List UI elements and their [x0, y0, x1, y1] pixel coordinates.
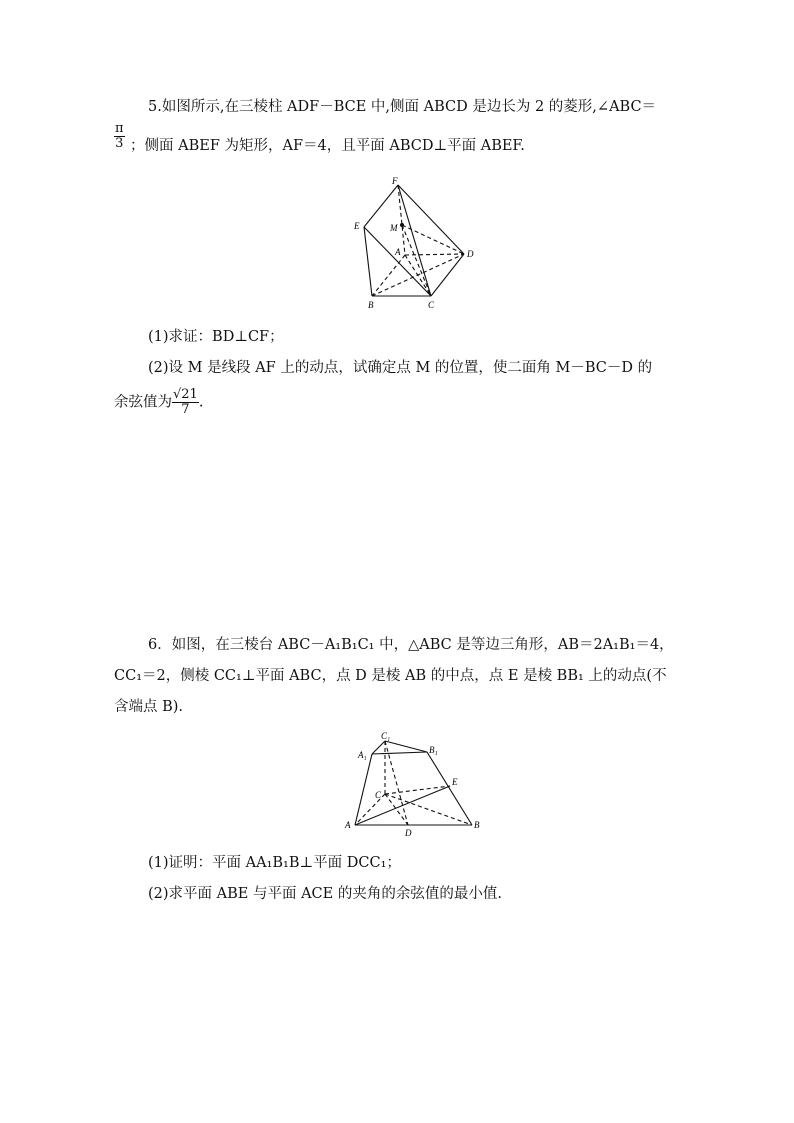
- problem5-question2: (2)设 M 是线段 AF 上的动点，试确定点 M 的位置，使二面角 M－BC－D 的: [148, 360, 653, 376]
- problem5-pi-fraction: [114, 122, 125, 151]
- label-e: E: [452, 777, 458, 787]
- pi-numerator: π: [115, 121, 124, 136]
- problem5-figure: [340, 175, 490, 315]
- label-m: M: [390, 223, 398, 233]
- pi-denominator: 3: [115, 136, 124, 151]
- label-e: E: [354, 221, 360, 231]
- label-a: A: [345, 820, 351, 830]
- label-c1: C₁: [381, 731, 391, 741]
- label-b1: B₁: [429, 745, 438, 755]
- cosine-suffix: .: [198, 394, 204, 411]
- problem6-line2: CC₁＝2，侧棱 CC₁⊥平面 ABC，点 D 是棱 AB 的中点，点 E 是棱 BB₁ 上的动点(不: [114, 668, 667, 684]
- problem6-line3: 含端点 B).: [114, 699, 184, 715]
- label-c: C: [428, 300, 435, 310]
- point-m: [400, 223, 404, 227]
- label-b: B: [474, 820, 480, 830]
- label-d: D: [405, 828, 412, 838]
- label-c: C: [375, 790, 382, 800]
- problem6-line1: 6．如图，在三棱台 ABC－A₁B₁C₁ 中，△ABC 是等边三角形，AB＝2A₁B₁＝4，: [148, 637, 674, 653]
- problem5-question2-cont: [114, 388, 203, 417]
- label-b: B: [368, 300, 374, 310]
- problem5-line2: ；侧面 ABEF 为矩形，AF＝4，且平面 ABCD⊥平面 ABEF.: [130, 138, 525, 154]
- problem6-figure: [340, 728, 490, 843]
- sqrt21-numerator: √21: [173, 387, 198, 402]
- label-a: A: [395, 247, 401, 257]
- label-a1: A₁: [358, 750, 367, 760]
- problem5-line1: 5.如图所示,在三棱柱 ADF－BCE 中,侧面 ABCD 是边长为 2 的菱形,∠ABC＝: [148, 99, 657, 115]
- problem6-question1: (1)证明：平面 AA₁B₁B⊥平面 DCC₁；: [148, 855, 401, 871]
- problem5-question1: (1)求证：BD⊥CF；: [148, 329, 284, 345]
- problem6-question2: (2)求平面 ABE 与平面 ACE 的夹角的余弦值的最小值.: [148, 886, 502, 902]
- label-d: D: [467, 249, 474, 259]
- label-f: F: [392, 176, 398, 186]
- cosine-prefix: 余弦值为: [114, 394, 172, 411]
- seven-denominator: 7: [181, 402, 190, 417]
